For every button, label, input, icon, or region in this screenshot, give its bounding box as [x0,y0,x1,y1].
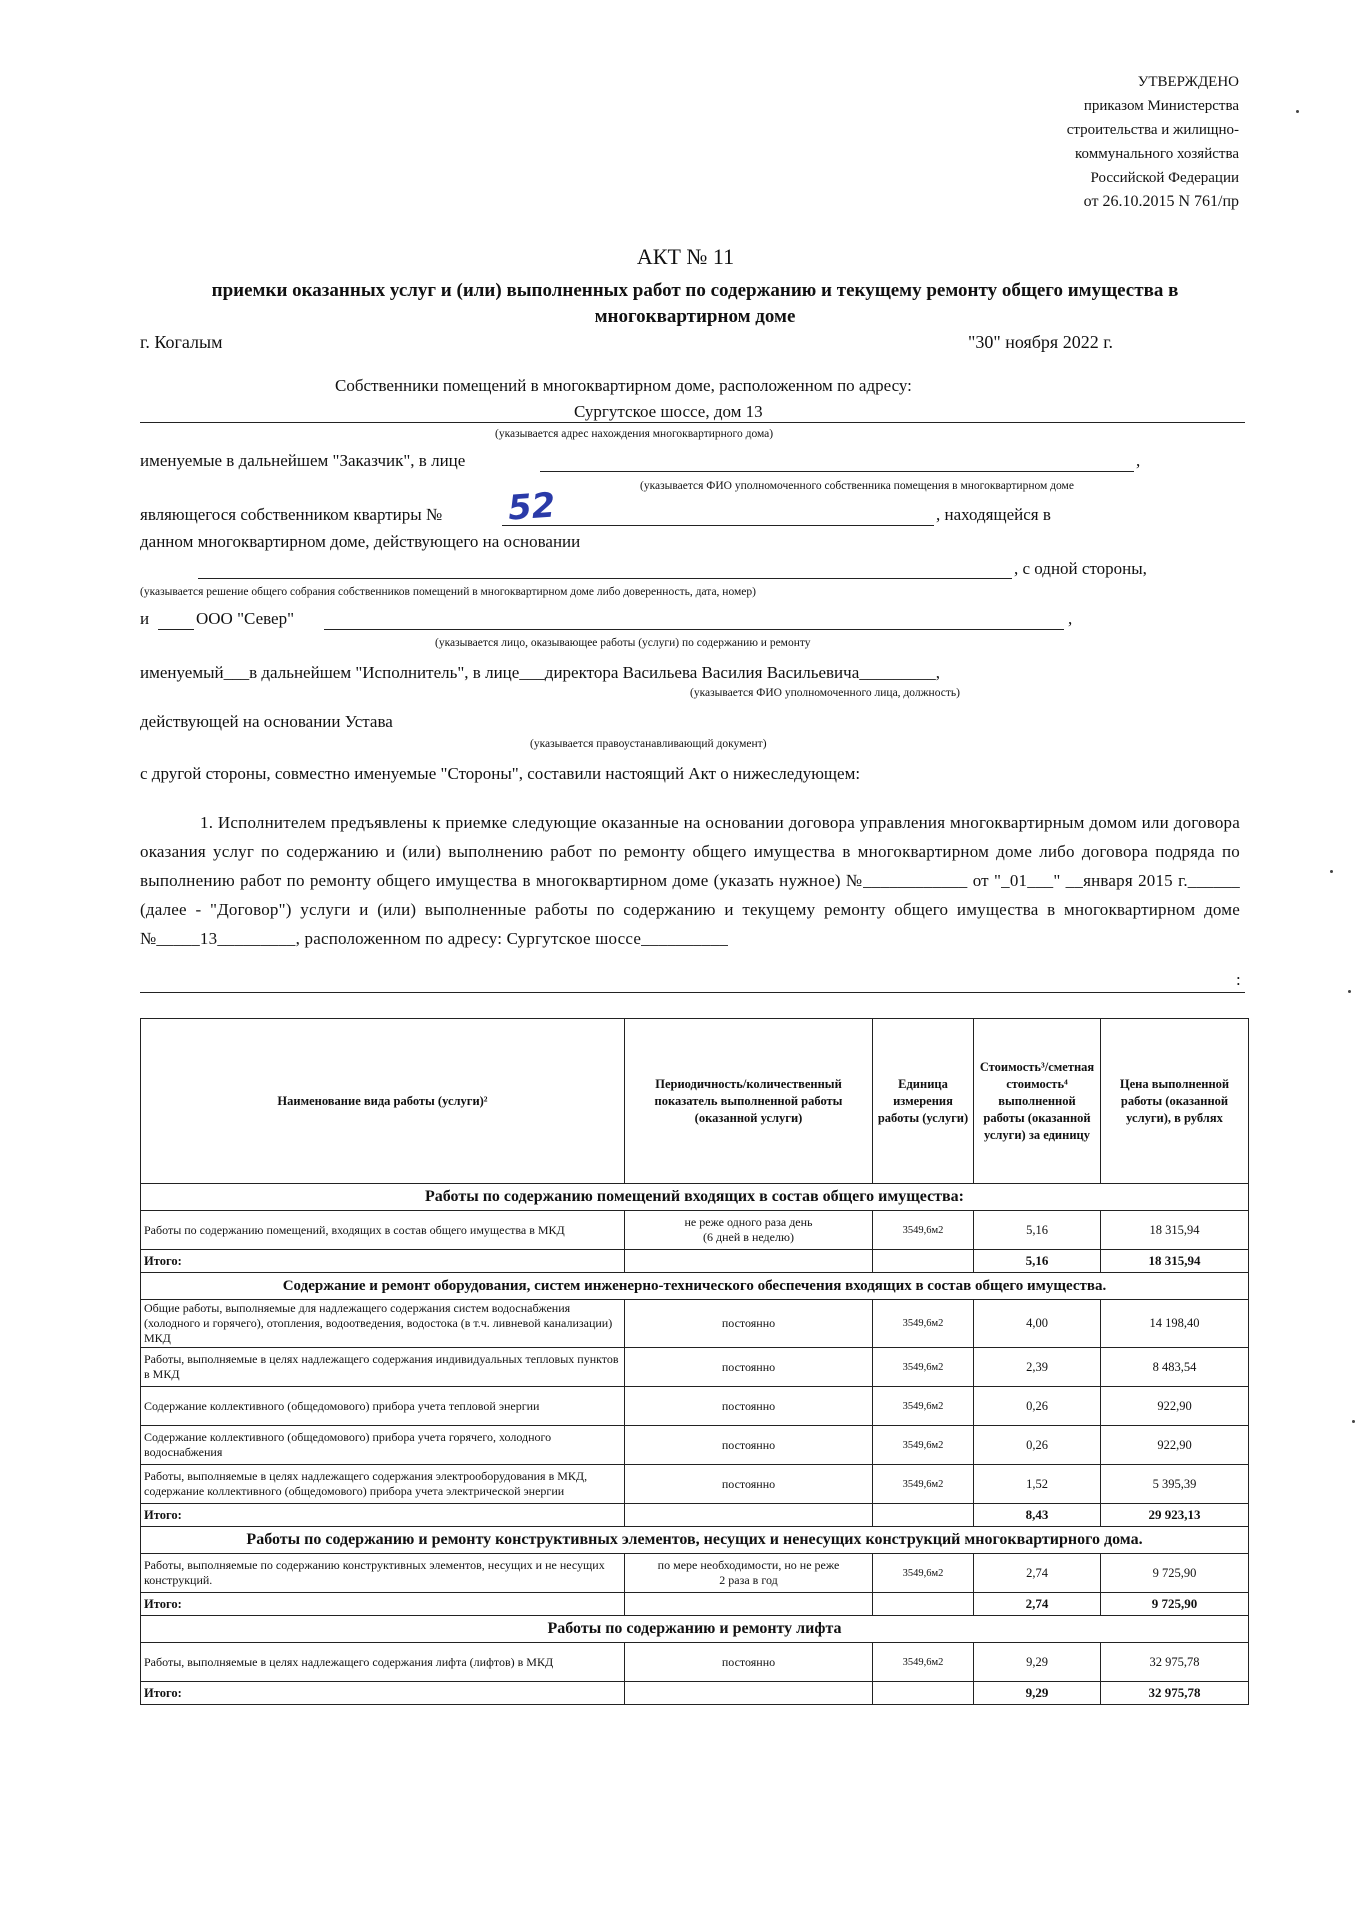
work-name-cell: Содержание коллективного (общедомового) прибора учета горячего, холодного водоснабжения [141,1426,625,1465]
scan-speck [1348,990,1351,993]
price-cell: 14 198,40 [1101,1300,1249,1348]
contractor-end: , [1068,609,1073,628]
work-name-cell: Работы, выполняемые в целях надлежащего содержания индивидуальных тепловых пунктов в МКД [141,1348,625,1387]
empty-cell [873,1504,974,1527]
periodicity-cell: постоянно [625,1300,873,1348]
section-title: Содержание и ремонт оборудования, систем инженерно-технического обеспечения входящих в состав общего имущества. [141,1273,1249,1300]
section-title: Работы по содержанию помещений входящих в состав общего имущества: [141,1184,1249,1211]
table-row [141,1348,1249,1387]
total-label: Итого: [141,1682,625,1705]
approved-order: от 26.10.2015 N 761/пр [1083,193,1239,210]
customer-line-end: , [1136,451,1141,470]
paragraph-underline [140,992,1245,993]
total-price: 32 975,78 [1101,1682,1249,1705]
approved-line: приказом Министерства [1083,98,1239,114]
periodicity-cell: постоянно [625,1387,873,1426]
owner-flat-line: являющегося собственником квартиры № [140,505,443,524]
unit-cell: 3549,6м2 [873,1465,974,1504]
address-value: Сургутское шоссе, дом 13 [574,402,763,421]
unit-cost-cell: 0,26 [974,1426,1101,1465]
periodicity-cell: не реже одного раза день (6 дней в неделю) [625,1211,873,1250]
price-cell: 922,90 [1101,1426,1249,1465]
price-cell: 922,90 [1101,1387,1249,1426]
periodicity-cell: постоянно [625,1426,873,1465]
scan-speck [1352,1420,1355,1423]
section-title-row [141,1184,1249,1211]
scan-speck [1296,110,1299,113]
unit-cell: 3549,6м2 [873,1211,974,1250]
unit-cost-cell: 9,29 [974,1643,1101,1682]
address-underline [140,422,1245,423]
periodicity-cell: постоянно [625,1643,873,1682]
price-cell: 8 483,54 [1101,1348,1249,1387]
contractor-name: ООО "Север" [196,609,295,628]
acting-basis: данном многоквартирном доме, действующего на основании [140,532,581,551]
table-row [141,1426,1249,1465]
header-unit: Единица измерения работы (услуги) [873,1019,974,1184]
work-name-cell: Общие работы, выполняемые для надлежащего содержания систем водоснабжения (холодного и горячего), отопления, водоотведения, водостока (в т.ч. ливневой канализации) МКД [141,1300,625,1348]
total-cost: 8,43 [974,1504,1101,1527]
unit-cell: 3549,6м2 [873,1348,974,1387]
total-price: 9 725,90 [1101,1593,1249,1616]
table-body [141,1184,1249,1705]
header-periodicity: Периодичность/количественный показатель выполненной работы (оказанной услуги) [625,1019,873,1184]
table-header-row [141,1019,1249,1184]
section-title: Работы по содержанию и ремонту конструктивных элементов, несущих и ненесущих конструкций многоквартирного дома. [141,1527,1249,1554]
table-row [141,1211,1249,1250]
owners-line: Собственники помещений в многоквартирном доме, расположенном по адресу: [335,376,912,395]
scan-speck [1330,870,1333,873]
basis-underline [198,578,1012,579]
fio-hint: (указывается ФИО уполномоченного собственника помещения в многоквартирном доме [640,480,1074,492]
charter-hint: (указывается правоустанавливающий документ) [530,738,767,750]
and-label: и [140,609,150,628]
paragraph-1: 1. Исполнителем предъявлены к приемке следующие оказанные на основании договора управления многоквартирным домом или договора оказания услуг по содержанию и (или) выполнению работ по ремонту общего имущества в многоквартирном доме либо договора подряда по выполнению работ по ремонту общего имущества в многоквартирном доме (указать нужное) №____________ от "_01___" __января 2015 г.______ (далее - "Договор") услуги и (или) выполненные работы по содержанию и текущему ремонту общего имущества в многоквартирном доме №_____13_________, расположенном по адресу: Сургутское шоссе__________ [140,813,1240,948]
unit-cell: 3549,6м2 [873,1554,974,1593]
empty-cell [625,1593,873,1616]
total-cost: 5,16 [974,1250,1101,1273]
price-cell: 32 975,78 [1101,1643,1249,1682]
total-cost: 9,29 [974,1682,1101,1705]
act-title: АКТ № 11 [636,244,735,269]
total-row [141,1250,1249,1273]
header-cost: Стоимость³/сметная стоимость⁴ выполненной работы (оказанной услуги) за единицу [974,1019,1101,1184]
table-row [141,1387,1249,1426]
located-in: , находящейся в [936,505,1051,524]
unit-cell: 3549,6м2 [873,1300,974,1348]
work-name-cell: Содержание коллективного (общедомового) прибора учета тепловой энергии [141,1387,625,1426]
work-name-cell: Работы, выполняемые в целях надлежащего содержания электрооборудования в МКД, содержание коллективного (общедомового) прибора учета электрической энергии [141,1465,625,1504]
price-cell: 9 725,90 [1101,1554,1249,1593]
approved-line: Российской Федерации [1090,170,1239,186]
total-row [141,1593,1249,1616]
periodicity-cell: постоянно [625,1348,873,1387]
contractor-underline [324,629,1064,630]
total-row [141,1504,1249,1527]
periodicity-cell: по мере необходимости, но не реже 2 раза в год [625,1554,873,1593]
header-price: Цена выполненной работы (оказанной услуги), в рублях [1101,1019,1249,1184]
acting-charter: действующей на основании Устава [140,712,393,731]
empty-cell [625,1504,873,1527]
contractor-hint: (указывается лицо, оказывающее работы (услуги) по содержанию и ремонту [435,637,811,649]
city: г. Когалым [140,332,223,352]
one-side: , с одной стороны, [1014,559,1147,578]
table-row [141,1643,1249,1682]
section-title-row [141,1273,1249,1300]
customer-line: именуемые в дальнейшем "Заказчик", в лице [140,451,466,470]
empty-cell [625,1250,873,1273]
other-side: с другой стороны, совместно именуемые "Стороны", составили настоящий Акт о нижеследующем: [140,764,861,783]
work-name-cell: Работы по содержанию помещений, входящих в состав общего имущества в МКД [141,1211,625,1250]
unit-cell: 3549,6м2 [873,1643,974,1682]
total-label: Итого: [141,1250,625,1273]
work-name-cell: Работы, выполняемые в целях надлежащего содержания лифта (лифтов) в МКД [141,1643,625,1682]
total-row [141,1682,1249,1705]
executor-hint: (указывается ФИО уполномоченного лица, должность) [690,687,960,699]
approved-heading: УТВЕРЖДЕНО [1137,74,1239,90]
unit-cost-cell: 2,74 [974,1554,1101,1593]
executor-line: именуемый___в дальнейшем "Исполнитель", в лице___директора Васильева Василия Васильевича_________, [140,663,940,682]
unit-cost-cell: 1,52 [974,1465,1101,1504]
act-date: "30" ноября 2022 г. [968,332,1114,352]
unit-cell: 3549,6м2 [873,1387,974,1426]
approved-line: строительства и жилищно- [1066,122,1239,138]
flat-number-handwritten: 52 [506,485,557,529]
total-price: 29 923,13 [1101,1504,1249,1527]
empty-cell [873,1682,974,1705]
unit-cost-cell: 2,39 [974,1348,1101,1387]
table-row [141,1300,1249,1348]
section-title-row [141,1616,1249,1643]
unit-cost-cell: 0,26 [974,1387,1101,1426]
customer-underline [540,471,1134,472]
empty-cell [873,1250,974,1273]
unit-cost-cell: 4,00 [974,1300,1101,1348]
total-price: 18 315,94 [1101,1250,1249,1273]
flat-underline [502,525,934,526]
table-row [141,1465,1249,1504]
works-table [140,1018,1249,1705]
unit-cost-cell: 5,16 [974,1211,1101,1250]
decision-hint: (указывается решение общего собрания собственников помещений в многоквартирном доме либо доверенность, дата, номер) [140,586,756,598]
unit-cell: 3549,6м2 [873,1426,974,1465]
empty-cell [873,1593,974,1616]
total-label: Итого: [141,1593,625,1616]
empty-cell [625,1682,873,1705]
section-title: Работы по содержанию и ремонту лифта [141,1616,1249,1643]
section-title-row [141,1527,1249,1554]
header-name: Наименование вида работы (услуги)² [141,1019,625,1184]
work-name-cell: Работы, выполняемые по содержанию конструктивных элементов, несущих и не несущих конструкций. [141,1554,625,1593]
periodicity-cell: постоянно [625,1465,873,1504]
address-hint: (указывается адрес нахождения многоквартирного дома) [495,428,774,440]
contractor-prefix-underline [158,629,194,630]
total-cost: 2,74 [974,1593,1101,1616]
approval-stamp-block [1067,70,1239,214]
price-cell: 18 315,94 [1101,1211,1249,1250]
approved-line: коммунального хозяйства [1075,146,1239,162]
colon-mark: : [1236,970,1241,989]
table-row [141,1554,1249,1593]
price-cell: 5 395,39 [1101,1465,1249,1504]
act-subtitle: приемки оказанных услуг и (или) выполненных работ по содержанию и текущему ремонту общего имущества в многоквартирном доме [211,280,1179,327]
total-label: Итого: [141,1504,625,1527]
